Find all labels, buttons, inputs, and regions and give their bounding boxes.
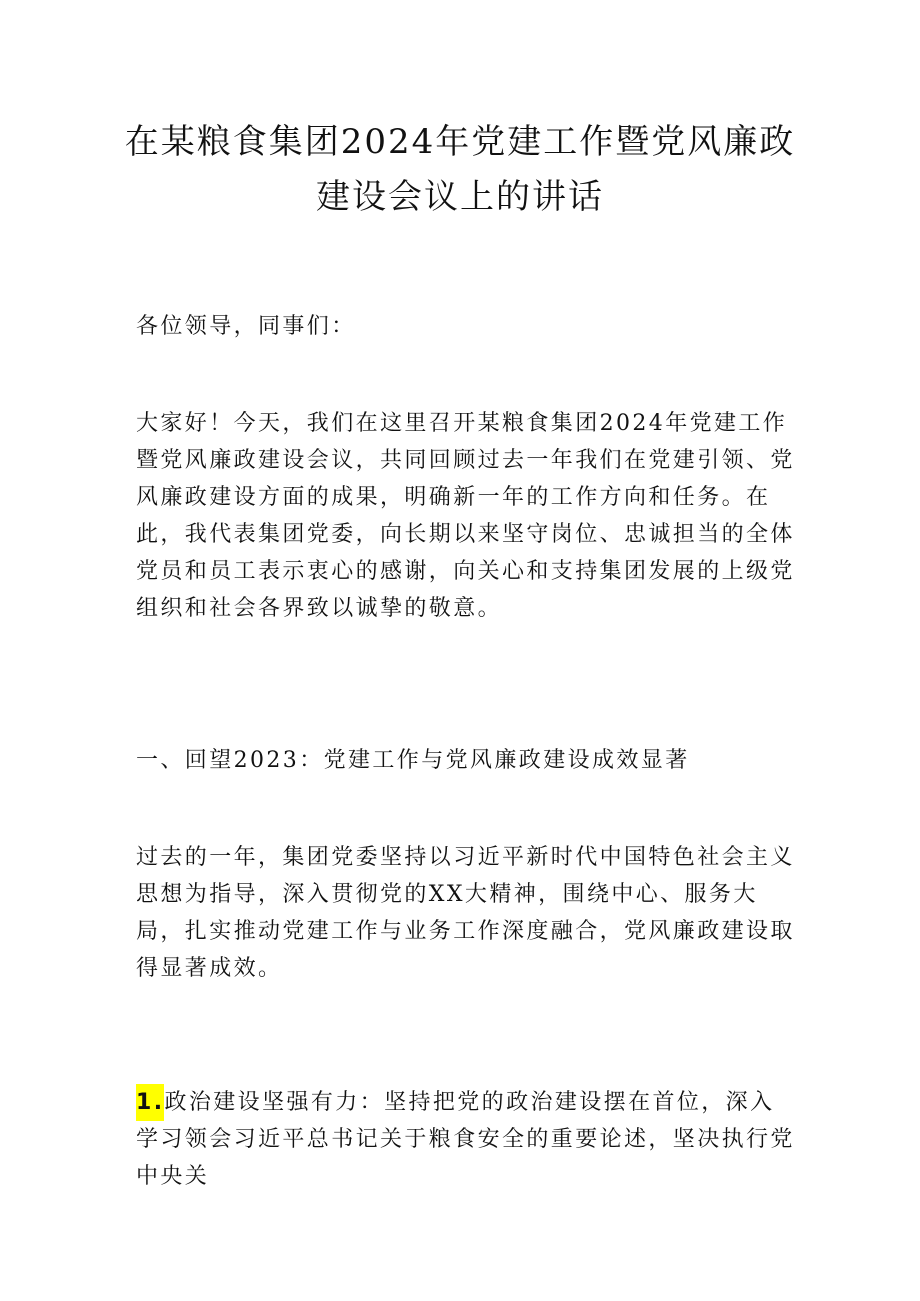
document-title-line-2: 建设会议上的讲话	[316, 177, 604, 217]
intro-paragraph: 大家好！今天，我们在这里召开某粮食集团2024年党建工作暨党风廉政建设会议，共同回顾过去一年我们在党建引领、党风廉政建设方面的成果，明确新一年的工作方向和任务。在此，我代表集团党委，向长期以来坚守岗位、忠诚担当的全体党员和员工表示衷心的感谢，向关心和支持集团发展的上级党组织和社会各界致以诚挚的敬意。	[136, 411, 795, 621]
list-item-1	[136, 1084, 796, 1195]
list-item-1-text: 政治建设坚强有力：坚持把党的政治建设摆在首位，深入学习领会习近平总书记关于粮食安全的重要论述，坚决执行党中央关	[136, 1090, 795, 1189]
list-item-1-number: 1.	[136, 1084, 164, 1121]
document-title-line-1: 在某粮食集团2024年党建工作暨党风廉政	[124, 122, 796, 162]
section-1-heading: 一、回望2023：党建工作与党风廉政建设成效显著	[136, 748, 690, 773]
greeting: 各位领导，同事们：	[136, 314, 356, 339]
section-1-paragraph: 过去的一年，集团党委坚持以习近平新时代中国特色社会主义思想为指导，深入贯彻党的XX大精神，围绕中心、服务大局，扎实推动党建工作与业务工作深度融合，党风廉政建设取得显著成效。	[136, 845, 795, 981]
